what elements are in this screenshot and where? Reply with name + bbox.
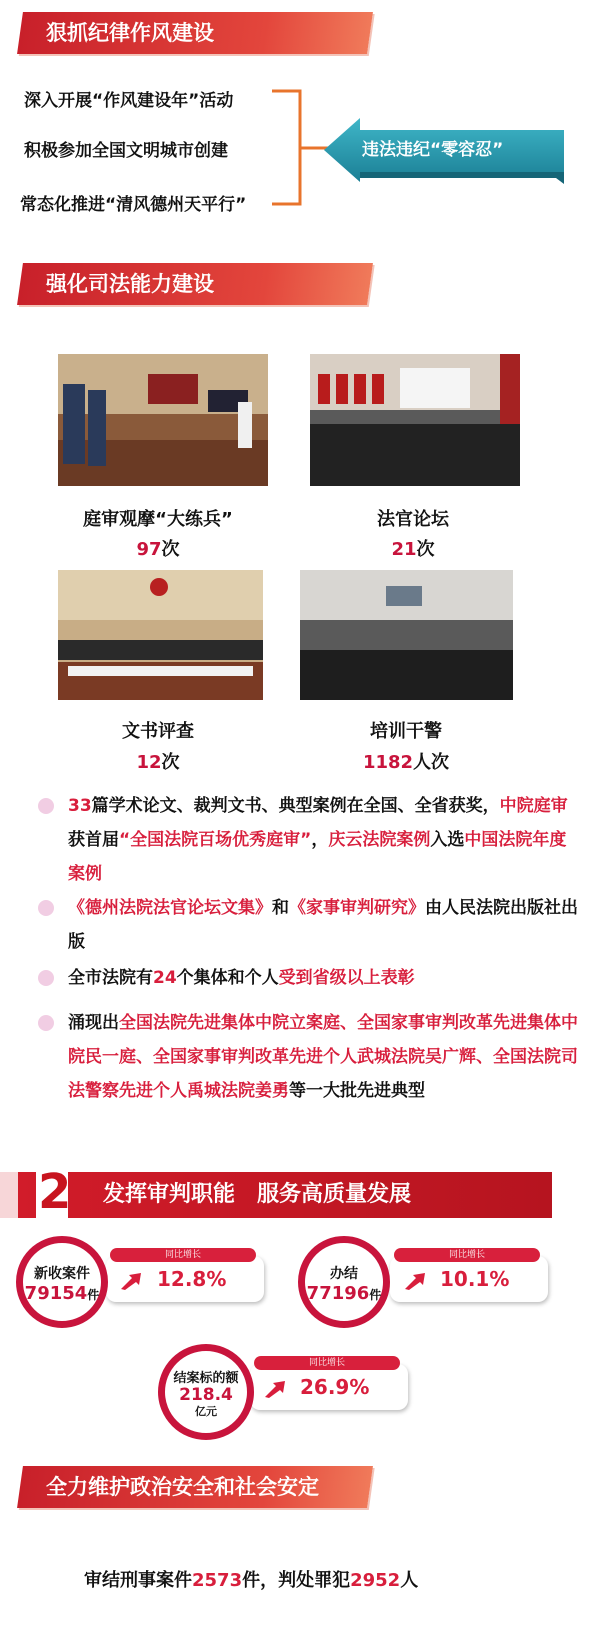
photo2-unit: 次	[416, 539, 435, 560]
stat1-growth: 12.8%	[157, 1267, 227, 1291]
growth-arrow-icon	[404, 1272, 426, 1290]
bullet-3-text-b: 个集体和个人	[176, 968, 279, 988]
growth-arrow-icon	[120, 1272, 142, 1290]
bullet-1-text-d: 入选	[430, 830, 465, 850]
section1-item-3: 常态化推进“清风德州天平行”	[20, 195, 247, 215]
bullet-1-text-a: 篇学术论文、裁判文书、典型案例在全国、全省获奖，	[91, 796, 500, 816]
bullet-3-red: 受到省级以上表彰	[278, 968, 415, 988]
stat2-tag: 同比增长	[394, 1248, 540, 1262]
stat3-tag: 同比增长	[254, 1356, 400, 1370]
bullet-2-red-a: 《德州法院法官论坛文集》	[68, 898, 272, 918]
bullet-1	[68, 789, 583, 891]
stat1-circle	[16, 1236, 108, 1328]
bullet-1-red-b: “全国法院百场优秀庭审”	[119, 830, 312, 850]
photo2-caption: 法官论坛	[377, 509, 449, 530]
criminal-cases-line	[84, 1566, 418, 1592]
bullet-4-red: 全国法院先进集体中院立案庭、全国家事审判改革先进集体中院民一庭、全国家事审判改革先进个人武城法院吴广辉、全国法院司法警察先进个人禹城法院姜勇	[68, 1013, 578, 1101]
photo1-caption: 庭审观摩“大练兵”	[83, 509, 233, 530]
stat2-value: 77196	[306, 1283, 370, 1304]
section3-number: 2	[38, 1164, 72, 1220]
stat1-tag: 同比增长	[110, 1248, 256, 1262]
stat1-value: 79154	[24, 1283, 88, 1304]
stat2-unit: 件	[369, 1288, 382, 1302]
courtroom-photo	[58, 354, 268, 486]
award-count: 33	[68, 796, 92, 816]
stat3-unit: 亿元	[195, 1405, 217, 1418]
section1-item-1: 深入开展“作风建设年”活动	[24, 91, 234, 111]
zero-tolerance-label: 违法违纪“零容忍”	[362, 140, 504, 160]
criminal-line-pre: 审结刑事案件	[84, 1570, 192, 1591]
section4-title: 全力维护政治安全和社会安定	[46, 1475, 319, 1499]
stat2-circle	[298, 1236, 390, 1328]
photo3-num: 12	[136, 752, 162, 773]
section1-item-2: 积极参加全国文明城市创建	[24, 141, 228, 161]
photo1-unit: 次	[161, 539, 180, 560]
bullet-dot-3	[38, 970, 54, 986]
bullet-1-text-b: 获首届	[68, 830, 119, 850]
training-photo	[300, 570, 513, 700]
stat1-unit: 件	[87, 1288, 100, 1302]
photo4-num: 1182	[362, 752, 414, 773]
stat3-label: 结案标的额	[173, 1371, 239, 1386]
section1-title: 狠抓纪律作风建设	[46, 21, 214, 45]
stat2-label: 办结	[330, 1266, 358, 1282]
photo2-count	[303, 535, 523, 561]
bullet-1-text-c: ，	[311, 830, 329, 850]
bullet-1-red-c: 庆云法院案例	[328, 830, 431, 850]
photo2-num: 21	[391, 539, 417, 560]
bullet-2	[68, 891, 583, 959]
bullet-4	[68, 1006, 583, 1108]
bullet-dot-2	[38, 900, 54, 916]
stat1-label: 新收案件	[34, 1266, 90, 1282]
photo4-unit: 人次	[413, 752, 450, 773]
photo4-caption: 培训干警	[370, 721, 442, 742]
photo3-caption: 文书评查	[122, 721, 194, 742]
criminal-count: 2952	[350, 1570, 401, 1591]
criminal-case-count: 2573	[192, 1570, 243, 1591]
bullet-2-text-a: 和	[272, 898, 289, 918]
criminal-line-post: 人	[400, 1570, 419, 1591]
growth-arrow-icon	[264, 1380, 286, 1398]
section3-banner-edge	[0, 1172, 18, 1218]
honor-count: 24	[153, 968, 177, 988]
bullet-dot-1	[38, 798, 54, 814]
stat3-growth: 26.9%	[300, 1375, 370, 1399]
photo3-count	[48, 748, 268, 774]
stat2-growth: 10.1%	[440, 1267, 510, 1291]
bullet-4-text-b: 等一大批先进典型	[289, 1081, 425, 1101]
photo1-count	[48, 535, 268, 561]
photo3-unit: 次	[161, 752, 180, 773]
section3-title: 发挥审判职能 服务高质量发展	[103, 1182, 412, 1207]
bullet-2-red-b: 《家事审判研究》	[289, 898, 425, 918]
bullet-dot-4	[38, 1015, 54, 1031]
criminal-line-mid: 件，判处罪犯	[242, 1570, 351, 1591]
photo4-count	[296, 748, 516, 774]
bullet-3-text-a: 全市法院有	[68, 968, 153, 988]
photo1-num: 97	[136, 539, 162, 560]
bullet-1-red-a: 中院庭审	[499, 796, 568, 816]
stat3-value: 218.4	[179, 1385, 233, 1405]
bullet-1-red-d: 中国法院年度案例	[68, 830, 567, 884]
stat3-circle	[158, 1344, 254, 1440]
bullet-3	[68, 961, 583, 995]
stat2-value-line	[305, 1283, 383, 1304]
judges-forum-photo	[310, 354, 520, 486]
stat1-value-line	[23, 1283, 101, 1304]
bullet-2-text-b: 由人民法院出版社出版	[68, 898, 578, 952]
bullet-4-text-a: 涌现出	[68, 1013, 119, 1033]
section2-title: 强化司法能力建设	[46, 272, 214, 296]
document-review-photo	[58, 570, 263, 700]
